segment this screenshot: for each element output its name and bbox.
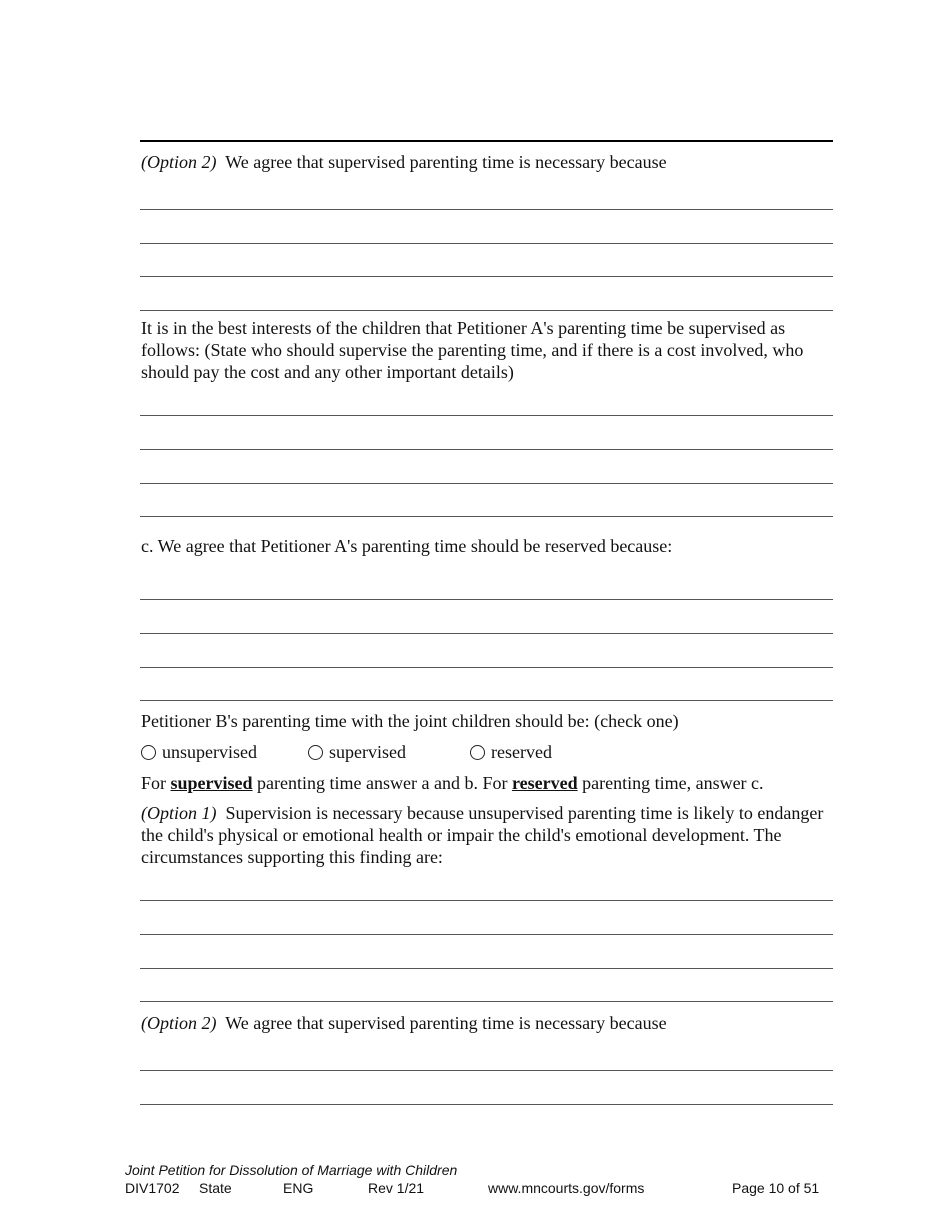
instruction-mid: parenting time answer a and b. For — [257, 773, 508, 793]
petitioner-b-question: Petitioner B's parenting time with the joint children should be: (check one) — [141, 711, 679, 731]
footer-website[interactable]: www.mncourts.gov/forms — [488, 1180, 645, 1196]
answer-line[interactable] — [140, 1104, 833, 1105]
instruction-post: parenting time, answer c. — [582, 773, 764, 793]
answer-line[interactable] — [140, 209, 833, 210]
radio-unsupervised-label: unsupervised — [162, 742, 257, 762]
instruction-line — [141, 772, 833, 794]
option2-b-label: (Option 2) — [141, 1013, 217, 1033]
answer-line[interactable] — [140, 516, 833, 517]
answer-line[interactable] — [140, 934, 833, 935]
footer-form-code: DIV1702 — [125, 1180, 180, 1196]
answer-line[interactable] — [140, 243, 833, 244]
option2-b-text: We agree that supervised parenting time is necessary because — [225, 1013, 667, 1033]
answer-line[interactable] — [140, 310, 833, 311]
answer-line[interactable] — [140, 700, 833, 701]
answer-line[interactable] — [140, 1001, 833, 1002]
option1-b-text: Supervision is necessary because unsupervised parenting time is likely to endanger the child's physical or emotional health or impair the child's emotional development. The circumstances supporting this finding are: — [141, 803, 824, 867]
option2-top-text: We agree that supervised parenting time is necessary because — [225, 152, 667, 172]
radio-unsupervised[interactable] — [141, 741, 257, 763]
footer-jurisdiction: State — [199, 1180, 232, 1196]
answer-line[interactable] — [140, 415, 833, 416]
footer-revision: Rev 1/21 — [368, 1180, 425, 1196]
option1-b-label: (Option 1) — [141, 803, 217, 823]
instruction-supervised: supervised — [170, 773, 253, 793]
radio-supervised-label: supervised — [329, 742, 406, 762]
option2-b-line — [141, 1012, 833, 1034]
answer-line[interactable] — [140, 276, 833, 277]
footer-language: ENG — [283, 1180, 314, 1196]
footer-page-number: Page 10 of 51 — [732, 1180, 820, 1196]
option1-b-paragraph — [141, 802, 833, 868]
radio-circle-icon[interactable] — [308, 745, 323, 760]
radio-reserved[interactable] — [470, 741, 552, 763]
radio-circle-icon[interactable] — [470, 745, 485, 760]
instruction-pre: For — [141, 773, 167, 793]
option2-top-label: (Option 2) — [141, 152, 217, 172]
footer-title: Joint Petition for Dissolution of Marriage with Children — [125, 1162, 458, 1178]
option2-top-line — [141, 151, 833, 173]
best-interests-paragraph: It is in the best interests of the children that Petitioner A's parenting time be supervised as follows: (State who should supervise the parenting time, and if there is a cost involved, who should pay the cost and any other important details) — [141, 318, 804, 382]
top-divider — [140, 140, 833, 142]
answer-line[interactable] — [140, 900, 833, 901]
reserved-a-paragraph: c. We agree that Petitioner A's parenting time should be reserved because: — [141, 536, 673, 556]
answer-line[interactable] — [140, 633, 833, 634]
radio-reserved-label: reserved — [491, 742, 552, 762]
radio-circle-icon[interactable] — [141, 745, 156, 760]
answer-line[interactable] — [140, 968, 833, 969]
answer-line[interactable] — [140, 667, 833, 668]
instruction-reserved: reserved — [511, 773, 578, 793]
answer-line[interactable] — [140, 599, 833, 600]
answer-line[interactable] — [140, 449, 833, 450]
answer-line[interactable] — [140, 1070, 833, 1071]
radio-supervised[interactable] — [308, 741, 406, 763]
answer-line[interactable] — [140, 483, 833, 484]
